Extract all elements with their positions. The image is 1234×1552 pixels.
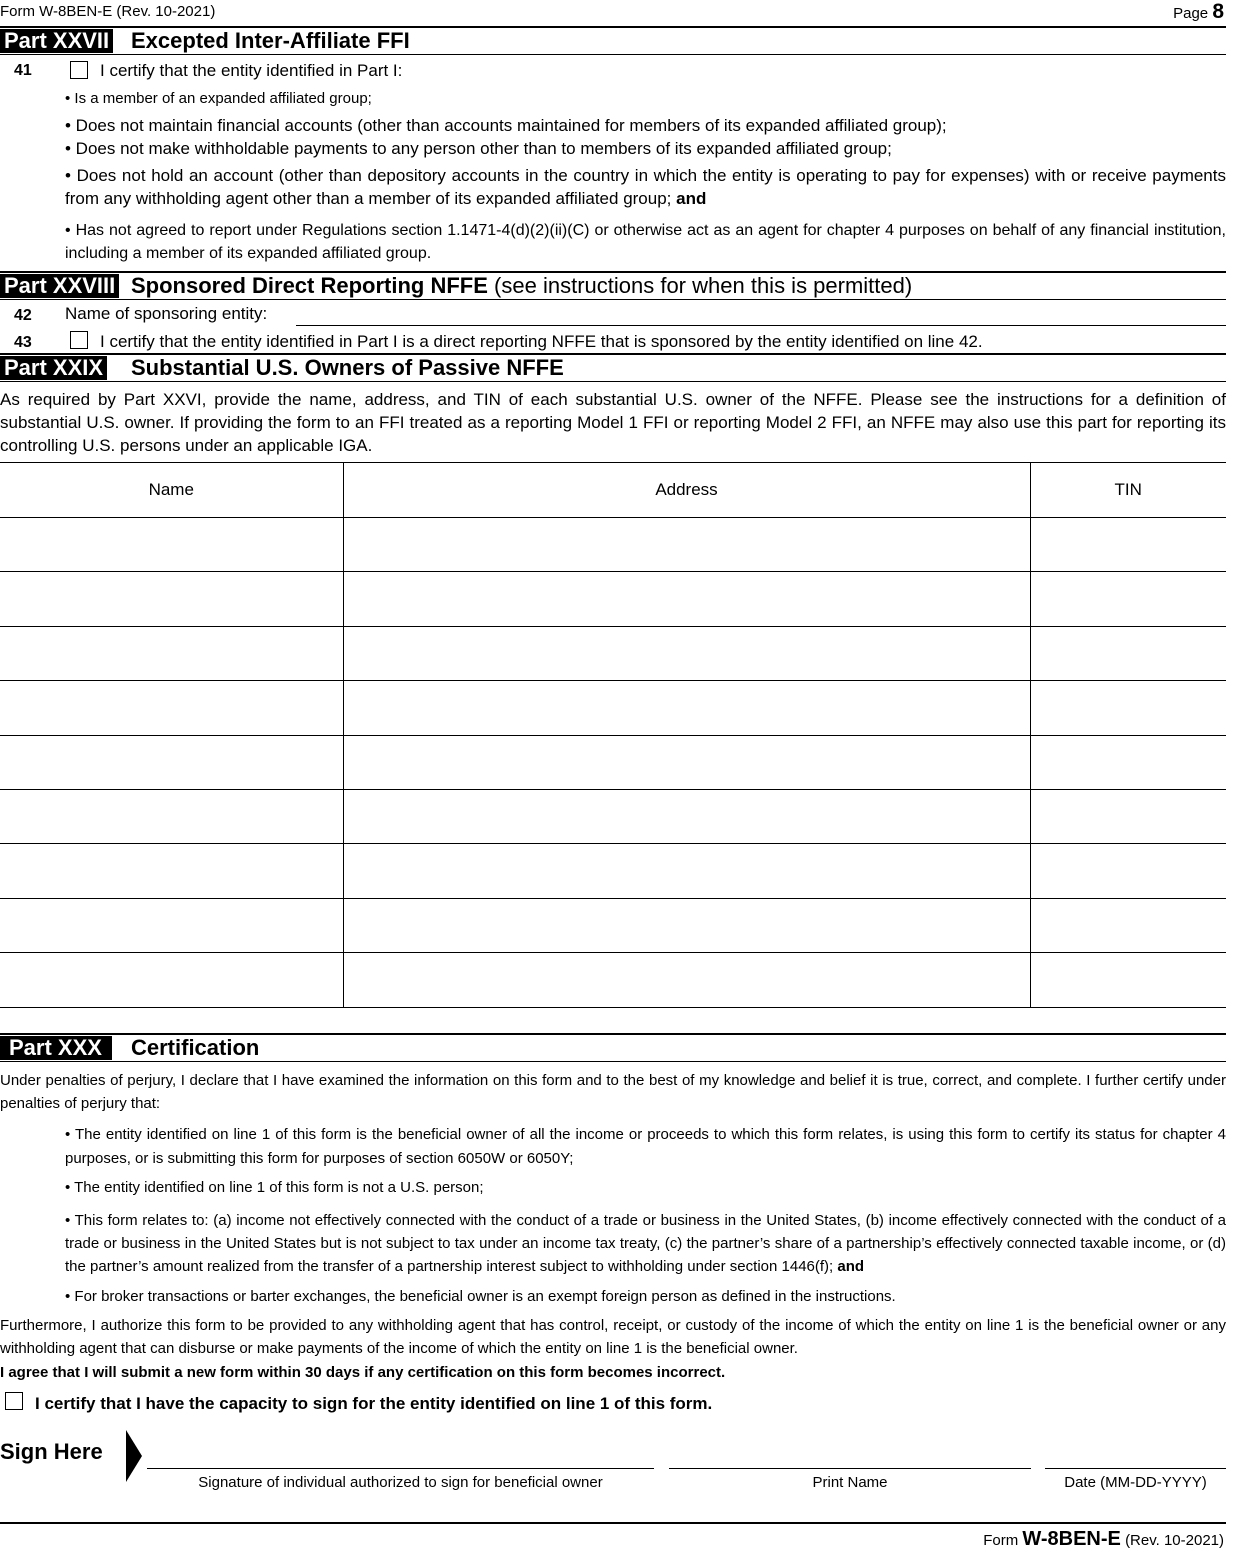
table-row — [0, 953, 1226, 1007]
owner-tin-cell[interactable] — [1030, 518, 1226, 572]
col-header-address: Address — [343, 463, 1030, 518]
owner-address-cell[interactable] — [343, 953, 1030, 1007]
line43-number: 43 — [14, 334, 32, 351]
part27-bullet-4-text: • Does not hold an account (other than depository accounts in the country in which the entity is operating to pay for expenses) with or receive payments from any withholding agent other than a member of its expanded affiliated group; — [65, 166, 1226, 208]
page-number: 8 — [1212, 0, 1224, 23]
footer-form-id — [983, 1527, 1224, 1552]
part28-rule — [0, 299, 1226, 300]
owner-name-cell[interactable] — [0, 844, 343, 898]
col-header-name: Name — [0, 463, 343, 518]
table-row — [0, 681, 1226, 735]
table-row — [0, 789, 1226, 843]
sponsoring-entity-input[interactable] — [296, 302, 1226, 326]
part27-and-word: and — [676, 189, 707, 208]
part30-title: Certification — [131, 1035, 260, 1060]
owner-tin-cell[interactable] — [1030, 844, 1226, 898]
line43-certify-text: I certify that the entity identified in Part I is a direct reporting NFFE that is sponsored by the entity identified on line 42. — [100, 332, 983, 351]
owner-address-cell[interactable] — [343, 518, 1030, 572]
owner-name-cell[interactable] — [0, 898, 343, 952]
part29-title: Substantial U.S. Owners of Passive NFFE — [131, 355, 564, 380]
owners-table — [0, 462, 1226, 1008]
part27-bullet-2: • Does not maintain financial accounts (other than accounts maintained for members of its expanded affiliated group); — [65, 116, 947, 135]
page-indicator — [1173, 0, 1224, 26]
sign-arrow-icon — [124, 1430, 144, 1482]
part30-bullet-3-text: • This form relates to: (a) income not effectively connected with the conduct of a trade or business in the United States, (b) income effectively connected with the conduct of a trade or business in the United States but is not subject to tax under an income tax treaty, (c) the partner’s share of a partnership’s effectively connected taxable income, or (d) the partner’s amount realized from the transfer of a partnership interest subject to withholding under section 1446(f); — [65, 1212, 1226, 1275]
date-caption: Date (MM-DD-YYYY) — [1064, 1474, 1207, 1491]
owner-tin-cell[interactable] — [1030, 626, 1226, 680]
capacity-checkbox[interactable] — [5, 1392, 23, 1410]
part30-agree-statement: I agree that I will submit a new form within 30 days if any certification on this form becomes incorrect. — [0, 1364, 726, 1381]
col-header-tin: TIN — [1030, 463, 1226, 518]
print-name-field[interactable] — [669, 1440, 1031, 1468]
owner-name-cell[interactable] — [0, 518, 343, 572]
part30-rule — [0, 1061, 1226, 1062]
part30-bullet-2: • The entity identified on line 1 of this form is not a U.S. person; — [65, 1179, 484, 1196]
table-row — [0, 626, 1226, 680]
part29-label: Part XXIX — [0, 356, 107, 380]
line43-checkbox[interactable] — [70, 331, 88, 349]
table-row — [0, 572, 1226, 626]
owner-address-cell[interactable] — [343, 572, 1030, 626]
part29-intro: As required by Part XXVI, provide the name, address, and TIN of each substantial U.S. owner of the NFFE. Please see the instructions for a definition of substantial U.S. owner. If providing the form to an FFI treated as a reporting Model 1 FFI or reporting Model 2 FFI, an NFFE may also use this part for reporting its controlling U.S. persons under an applicable IGA. — [0, 390, 1226, 455]
date-field[interactable] — [1045, 1440, 1226, 1468]
page-label: Page — [1173, 5, 1209, 22]
owner-address-cell[interactable] — [343, 735, 1030, 789]
owner-tin-cell[interactable] — [1030, 735, 1226, 789]
table-row — [0, 898, 1226, 952]
part27-bullet-5: • Has not agreed to report under Regulations section 1.1471-4(d)(2)(ii)(C) or otherwise act as an agent for chapter 4 purposes on behalf of any financial institution, including a member of its expanded affiliated group. — [65, 222, 1226, 262]
owner-tin-cell[interactable] — [1030, 681, 1226, 735]
part27-label: Part XXVII — [0, 29, 113, 53]
part27-rule — [0, 54, 1226, 55]
owner-name-cell[interactable] — [0, 789, 343, 843]
part30-label: Part XXX — [0, 1036, 112, 1060]
owner-tin-cell[interactable] — [1030, 789, 1226, 843]
part28-label: Part XXVIII — [0, 274, 119, 298]
owner-address-cell[interactable] — [343, 681, 1030, 735]
print-name-line — [669, 1468, 1031, 1469]
print-name-caption: Print Name — [812, 1474, 888, 1491]
date-line — [1045, 1468, 1226, 1469]
table-row — [0, 844, 1226, 898]
part28-title-note: (see instructions for when this is permitted) — [494, 273, 913, 298]
part27-bullet-4 — [65, 164, 1226, 210]
part30-furthermore: Furthermore, I authorize this form to be provided to any withholding agent that has control, receipt, or custody of the income of which the entity on line 1 is the beneficial owner or any withholding agent that can disburse or make payments of the income of which the entity on line 1 is the beneficial owner. — [0, 1317, 1226, 1357]
line42-label: Name of sponsoring entity: — [65, 304, 268, 323]
footer-rule — [0, 1522, 1226, 1524]
part27-title: Excepted Inter-Affiliate FFI — [131, 28, 410, 53]
owner-name-cell[interactable] — [0, 626, 343, 680]
part27-bullet-1: • Is a member of an expanded affiliated group; — [65, 90, 372, 107]
owner-address-cell[interactable] — [343, 898, 1030, 952]
footer-form-word: Form — [983, 1532, 1019, 1549]
line41-number: 41 — [14, 62, 32, 79]
owner-name-cell[interactable] — [0, 735, 343, 789]
line42-number: 42 — [14, 307, 32, 324]
part28-title-main: Sponsored Direct Reporting NFFE — [131, 273, 488, 298]
part30-intro: Under penalties of perjury, I declare that I have examined the information on this form and to the best of my knowledge and belief it is true, correct, and complete. I further certify under penalties of perjury that: — [0, 1072, 1226, 1112]
part30-and-word: and — [837, 1258, 865, 1275]
part30-bullet-4: • For broker transactions or barter exchanges, the beneficial owner is an exempt foreign person as defined in the instructions. — [65, 1288, 896, 1305]
part30-bullet-3 — [65, 1209, 1226, 1278]
part28-title — [131, 274, 912, 298]
part30-bullet-1: • The entity identified on line 1 of this form is the beneficial owner of all the income or proceeds to which this form relates, is using this form to certify its status for chapter 4 purposes, or is submitting this form for purposes of section 6050W or 6050Y; — [65, 1126, 1226, 1167]
capacity-certify-text: I certify that I have the capacity to sign for the entity identified on line 1 of this form. — [35, 1394, 713, 1413]
owner-tin-cell[interactable] — [1030, 898, 1226, 952]
footer-form-name: W-8BEN-E — [1022, 1528, 1121, 1550]
signature-line — [147, 1468, 654, 1469]
signature-field[interactable] — [147, 1440, 654, 1468]
signature-caption: Signature of individual authorized to sign for beneficial owner — [198, 1474, 603, 1491]
owner-tin-cell[interactable] — [1030, 953, 1226, 1007]
owner-address-cell[interactable] — [343, 844, 1030, 898]
form-revision-header: Form W-8BEN-E (Rev. 10-2021) — [0, 3, 216, 20]
line41-checkbox[interactable] — [70, 61, 88, 79]
table-row — [0, 518, 1226, 572]
owner-address-cell[interactable] — [343, 626, 1030, 680]
part27-bullet-3: • Does not make withholdable payments to any person other than to members of its expanded affiliated group; — [65, 139, 892, 158]
table-row — [0, 735, 1226, 789]
owner-name-cell[interactable] — [0, 572, 343, 626]
owner-name-cell[interactable] — [0, 681, 343, 735]
sign-here-label: Sign Here — [0, 1439, 103, 1464]
owner-tin-cell[interactable] — [1030, 572, 1226, 626]
owner-name-cell[interactable] — [0, 953, 343, 1007]
owners-table-header-row — [0, 463, 1226, 518]
part29-rule — [0, 381, 1226, 382]
footer-form-rev: (Rev. 10-2021) — [1125, 1532, 1224, 1549]
owner-address-cell[interactable] — [343, 789, 1030, 843]
line41-certify-text: I certify that the entity identified in Part I: — [100, 61, 403, 80]
